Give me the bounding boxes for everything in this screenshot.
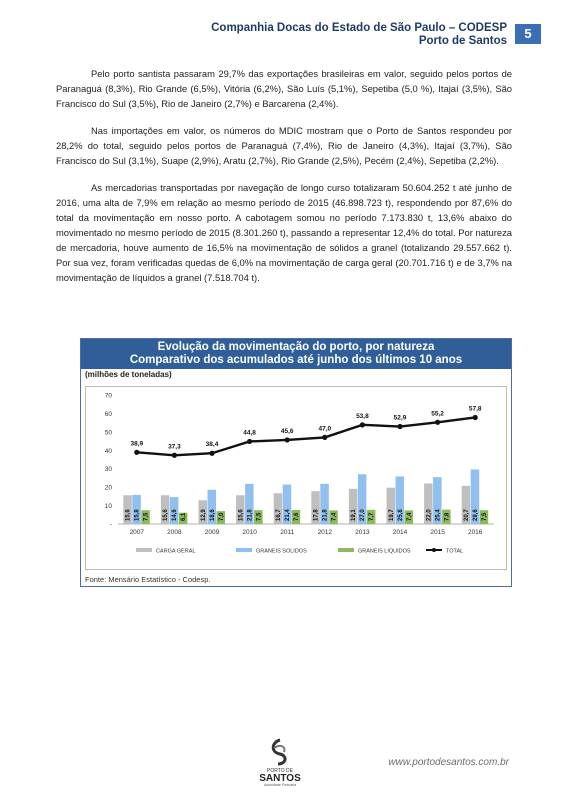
y-tick-label: 40 (104, 447, 112, 455)
paragraph-cargo: As mercadorias transportadas por navegação de longo curso totalizaram 50.604.252 t até junho de 2016, uma alta de 7,9% em relação ao mesmo período de 2015 (46.898.723 t), respondendo por 87,6% do total da movimentação em nosso porto. A cabotagem somou no período 7.173.830 t, 13,6% abaixo do movimentado no mesmo período de 2015 (8.301.260 t), passando a representar 12,4% do total. Por natureza de mercadoria, houve aumento de 16,5% na movimentação de sólidos a granel (totalizando 29.557.662 t). Por sua vez, foram verificadas quedas de 6,0% na movimentação de carga geral (20.701.716 t) e de 3,7% na movimentação de líquidos a granel (7.518.704 t). (56, 182, 512, 283)
bar-data-label: 7,7 (369, 512, 376, 521)
line-data-label: 52,9 (393, 414, 407, 422)
line-point-total (360, 422, 365, 427)
bar-data-label: 12,9 (200, 509, 207, 521)
chart-title (81, 339, 511, 369)
line-point-total (285, 437, 290, 442)
line-point-total (209, 451, 214, 456)
legend-label: CARGA GERAL (156, 548, 196, 555)
line-data-label: 38,4 (205, 441, 219, 449)
y-tick-label: 50 (104, 429, 112, 437)
legend-label: GRANEIS SOLIDOS (256, 548, 307, 555)
paragraph-imports: Nas importações em valor, os números do MDIC mostram que o Porto de Santos respondeu por 28,2% do total, seguido pelos portos de Paranaguá (7,4%), Rio de Janeiro (4,3%), Itajaí (3,7%), São Francisco do Sul (3,1%), Suape (2,9%), Aratu (2,7%), Rio Grande (2,5%), Pecém (2,4%), Sepetiba (2,2%). (56, 125, 512, 166)
bar-data-label: 15,8 (134, 509, 141, 521)
bar-data-label: 19,7 (388, 509, 395, 521)
chart-title-line2: Comparativo dos acumulados até junho dos últimos 10 anos (129, 354, 463, 366)
y-tick-label: 60 (104, 410, 112, 418)
legend-swatch (338, 548, 354, 552)
bar-data-label: 15,6 (163, 509, 170, 521)
x-tick-label: 2011 (280, 529, 295, 536)
anchor-logo-icon (250, 738, 310, 788)
x-tick-label: 2015 (430, 529, 445, 536)
bar-data-label: 7,4 (331, 512, 338, 521)
port-name: Porto de Santos (418, 35, 507, 47)
legend-label: GRANEIS LIQUIDOS (358, 548, 411, 555)
legend-label: TOTAL (446, 548, 464, 555)
bar-data-label: 7,5 (143, 512, 150, 521)
logo-sub-text: Autoridade Portuária (263, 783, 297, 787)
line-point-total (134, 450, 139, 455)
line-data-label: 47,0 (318, 425, 332, 433)
bar-data-label: 6,1 (181, 512, 188, 521)
legend-swatch (236, 548, 252, 552)
x-tick-label: 2013 (355, 529, 370, 536)
y-tick-label: 30 (104, 466, 112, 474)
x-tick-label: 2009 (204, 529, 220, 536)
x-tick-label: 2008 (167, 529, 182, 536)
footer-url: www.portodesantos.com.br (388, 757, 509, 768)
logo-top-text: PORTO DE (267, 768, 293, 774)
bar-data-label: 7,5 (481, 512, 488, 521)
line-point-total (435, 420, 440, 425)
chart-units: (milhões de toneladas) (85, 370, 172, 379)
bar-data-label: 20,7 (463, 509, 470, 521)
bar-data-label: 19,1 (351, 509, 358, 521)
line-data-label: 38,9 (130, 440, 144, 448)
bar-data-label: 7,6 (293, 512, 300, 521)
bar-data-label: 21,8 (247, 509, 254, 521)
chart-container (80, 338, 512, 587)
x-tick-label: 2014 (392, 529, 408, 536)
plot-frame (85, 386, 507, 570)
bar-data-label: 14,6 (172, 509, 179, 521)
bar-data-label: 22,0 (426, 509, 433, 521)
x-tick-label: 2007 (129, 529, 145, 536)
bar-data-label: 25,8 (397, 509, 404, 521)
bar-data-label: 21,8 (322, 509, 329, 521)
body-text (56, 66, 512, 297)
bar-data-label: 25,4 (435, 509, 442, 521)
line-point-total (247, 439, 252, 444)
document-header (211, 22, 507, 48)
logo-main-text: SANTOS (259, 773, 301, 784)
bar-data-label: 29,6 (472, 509, 479, 521)
line-data-label: 45,6 (280, 427, 294, 435)
bar-data-label: 15,6 (125, 509, 132, 521)
bar-data-label: 21,4 (284, 509, 291, 521)
y-tick-label: 10 (104, 503, 112, 511)
line-data-label: 53,8 (356, 412, 369, 420)
bar-data-label: 27,0 (360, 509, 367, 521)
chart-source: Fonte: Mensário Estatístico - Codesp. (85, 575, 211, 584)
bar-data-label: 17,8 (313, 509, 320, 521)
x-tick-label: 2012 (317, 529, 333, 536)
line-point-total (473, 415, 478, 420)
bar-data-label: 7,5 (256, 512, 263, 521)
paragraph-exports: Pelo porto santista passaram 29,7% das exportações brasileiras em valor, seguido pelos portos de Paranaguá (8,3%), Rio Grande (6,5%), Vitória (6,2%), São Luís (5,1%), Sepetiba (5,0 %), Itajaí (3,5%), São Francisco do Sul (3,5%), Rio de Janeiro (2,7%) e Barcarena (2,4%). (56, 68, 512, 109)
bar-data-label: 7,8 (444, 512, 451, 521)
x-tick-label: 2016 (467, 529, 483, 536)
company-name: Companhia Docas do Estado de São Paulo – CODESP (211, 22, 507, 34)
legend-marker (432, 548, 436, 552)
line-data-label: 57,8 (468, 405, 482, 413)
bar-data-label: 16,7 (275, 509, 282, 521)
chart-svg (86, 387, 506, 569)
chart-title-line1: Evolução da movimentação do porto, por natureza (157, 341, 435, 353)
legend-swatch (136, 548, 152, 552)
bar-data-label: 15,6 (238, 509, 245, 521)
line-data-label: 44,8 (243, 429, 256, 437)
page-number: 5 (515, 24, 541, 44)
line-data-label: 55,2 (431, 410, 444, 418)
y-tick-label: 70 (104, 392, 112, 400)
line-point-total (397, 424, 402, 429)
y-tick-label: - (109, 521, 112, 529)
bar-data-label: 7,4 (406, 512, 413, 521)
line-point-total (172, 453, 177, 458)
bar-data-label: 7,0 (218, 512, 225, 521)
y-tick-label: 20 (104, 484, 112, 492)
line-data-label: 37,3 (168, 443, 181, 451)
porto-santos-logo (250, 738, 310, 788)
x-tick-label: 2010 (242, 529, 257, 536)
bar-data-label: 18,6 (209, 509, 216, 521)
line-point-total (322, 435, 327, 440)
